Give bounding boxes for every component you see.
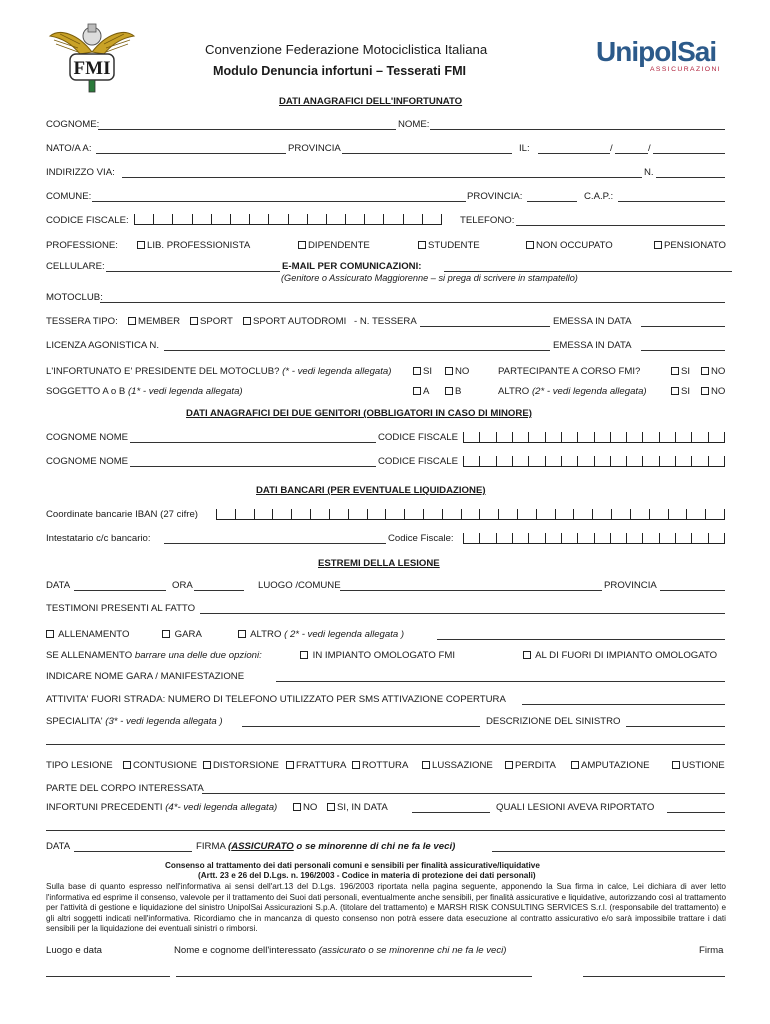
prof-option-pensionato[interactable]: PENSIONATO <box>654 240 726 251</box>
cell-divider <box>463 533 464 544</box>
intestatario-label: Intestatario c/c bancario: <box>46 533 151 544</box>
cell-divider <box>192 214 193 225</box>
genitore1-cognome-label: COGNOME NOME <box>46 432 129 443</box>
luogo-label: LUOGO /COMUNE <box>258 580 341 591</box>
lesione-lussazione[interactable]: LUSSAZIONE <box>422 760 493 771</box>
indirizzo-field[interactable] <box>122 177 642 178</box>
cell-divider <box>463 456 464 467</box>
cap-field[interactable] <box>618 201 725 202</box>
cell-divider <box>686 509 687 520</box>
email-label: E-MAIL PER COMUNICAZIONI: <box>282 261 422 272</box>
specialita-label: SPECIALITA' (3* - vedi legenda allegata ) <box>46 716 223 727</box>
cell-divider <box>691 456 692 467</box>
tipo-lesione-label: TIPO LESIONE <box>46 760 113 771</box>
firma-field[interactable] <box>492 851 725 852</box>
cell-divider <box>659 533 660 544</box>
cell-divider <box>404 509 405 520</box>
cell-divider <box>642 432 643 443</box>
checkbox[interactable] <box>162 630 170 638</box>
cell-divider <box>528 432 529 443</box>
cell-divider <box>348 509 349 520</box>
altro-specifica-field[interactable] <box>437 639 725 640</box>
cell-divider <box>528 456 529 467</box>
form-subtitle: Modulo Denuncia infortuni – Tesserati FMI <box>213 64 467 78</box>
tessera-tipo-label: TESSERA TIPO: <box>46 316 118 327</box>
cell-divider <box>461 509 462 520</box>
tessera-option-sport[interactable]: SPORT <box>190 316 233 327</box>
testimoni-label: TESTIMONI PRESENTI AL FATTO <box>46 603 196 614</box>
cell-divider <box>383 214 384 225</box>
telefono-label: TELEFONO: <box>460 215 515 226</box>
cell-divider <box>659 456 660 467</box>
precedenti-no[interactable]: NO <box>293 802 317 813</box>
nome-interessato-label: Nome e cognome dell'interessato (assicurato o se minorenne chi ne fa le veci) <box>174 945 507 956</box>
checkbox[interactable] <box>445 367 453 375</box>
prof-option-dipendente[interactable]: DIPENDENTE <box>298 240 370 251</box>
lesione-rottura[interactable]: ROTTURA <box>352 760 408 771</box>
checkbox[interactable] <box>672 761 680 769</box>
genitore1-cf-cells[interactable] <box>463 432 725 443</box>
firma-consent-label: Firma <box>699 945 724 956</box>
cell-divider <box>724 432 725 443</box>
lesione-perdita[interactable]: PERDITA <box>505 760 556 771</box>
cell-divider <box>610 456 611 467</box>
tessera-option-member[interactable]: MEMBER <box>128 316 180 327</box>
cell-divider <box>708 456 709 467</box>
altro-label: ALTRO (2* - vedi legenda allegata) <box>498 386 647 397</box>
quali-lesioni-field-1[interactable] <box>667 812 725 813</box>
tessera-emessa-label: EMESSA IN DATA <box>553 316 632 327</box>
cell-divider <box>216 509 217 520</box>
nascita-mese-field[interactable] <box>615 153 648 154</box>
genitore2-cf-cells[interactable] <box>463 456 725 467</box>
cell-divider <box>153 214 154 225</box>
iban-cells[interactable] <box>216 509 725 520</box>
cell-divider <box>479 456 480 467</box>
opt-allenamento[interactable]: ALLENAMENTO <box>46 629 129 640</box>
cellulare-label: CELLULARE: <box>46 261 105 272</box>
genitore2-cognome-field[interactable] <box>130 466 376 467</box>
cell-divider <box>268 214 269 225</box>
cell-divider <box>592 509 593 520</box>
cell-divider <box>496 432 497 443</box>
prof-option-lib[interactable]: LIB. PROFESSIONISTA <box>137 240 250 251</box>
quali-lesioni-label: QUALI LESIONI AVEVA RIPORTATO <box>496 802 655 813</box>
cell-divider <box>708 533 709 544</box>
descrizione-label: DESCRIZIONE DEL SINISTRO <box>486 716 621 727</box>
parte-corpo-label: PARTE DEL CORPO INTERESSATA <box>46 783 204 794</box>
specialita-field[interactable] <box>242 726 480 727</box>
licenza-field[interactable] <box>164 350 550 351</box>
cell-divider <box>594 533 595 544</box>
provincia-lesione-field[interactable] <box>660 590 725 591</box>
cell-divider <box>691 533 692 544</box>
civico-label: N. <box>644 167 654 178</box>
cell-divider <box>496 456 497 467</box>
cell-divider <box>310 509 311 520</box>
section-heading-genitori: DATI ANAGRAFICI DEI DUE GENITORI (OBBLIGATORI IN CASO DI MINORE) <box>186 408 532 419</box>
lesione-distorsione[interactable]: DISTORSIONE <box>203 760 279 771</box>
cell-divider <box>630 509 631 520</box>
lesione-frattura[interactable]: FRATTURA <box>286 760 346 771</box>
n-tessera-label: - N. TESSERA <box>354 316 417 327</box>
civico-field[interactable] <box>656 177 725 178</box>
nascita-giorno-field[interactable] <box>538 153 610 154</box>
descrizione-field-2[interactable] <box>46 744 725 745</box>
data-firma-label: DATA <box>46 841 71 852</box>
intestatario-cf-cells[interactable] <box>463 533 725 544</box>
cell-divider <box>442 509 443 520</box>
precedenti-label: INFORTUNI PRECEDENTI (4*- vedi legenda allegata) <box>46 802 278 813</box>
attivita-field[interactable] <box>522 704 725 705</box>
genitore1-cognome-field[interactable] <box>130 442 376 443</box>
cell-divider <box>479 432 480 443</box>
cell-divider <box>545 456 546 467</box>
altro-si[interactable]: SI <box>671 386 690 397</box>
tessera-option-autodromi[interactable]: SPORT AUTODROMI <box>243 316 346 327</box>
form-title: Convenzione Federazione Motociclistica Italiana <box>205 42 488 57</box>
cell-divider <box>724 509 725 520</box>
cell-divider <box>254 509 255 520</box>
cell-divider <box>545 432 546 443</box>
precedenti-data-field[interactable] <box>412 812 490 813</box>
cell-divider <box>345 214 346 225</box>
motoclub-field[interactable] <box>100 302 725 303</box>
descrizione-field-1[interactable] <box>626 726 725 727</box>
checkbox[interactable] <box>701 367 709 375</box>
checkbox[interactable] <box>46 630 54 638</box>
cell-divider <box>134 214 135 225</box>
nome-interessato-field[interactable] <box>176 976 532 977</box>
corso-si[interactable]: SI <box>671 366 690 377</box>
cell-divider <box>512 456 513 467</box>
comune-label: COMUNE: <box>46 191 92 202</box>
consent-body: Sulla base di quanto espresso nell'informativa ai sensi dell'art.13 del D.Lgs. 196/2003 riportata nella pagina seguente, apponendo la Sua firma in calce, Lei dichiara di aver letto l'informativa ed esprime il consenso, valevole per il trattamento dei Suoi dati personali, eventualmente anche sensibili, per finalità assicurative e liquidative, autorizzando così al trattamento per l'attività di gestione e liquidazione del sinistro UnipolSai Assicurazioni S.p.A. (titolare del trattamento) e MARSH RISK CONSULTING SERVICES S.r.l. (responsabile del trattamento) e gli altri soggetti indicati nell'informativa. Ricordiamo che in mancanza di questo consenso non potrà essere data esecuzione al contratto assicurativo e/o sarà impossibile trattare i dati sensibili per la liquidazione dei eventuali sinistri o rimborsi. <box>46 882 726 934</box>
cell-divider <box>705 509 706 520</box>
opt-fuori-impianto[interactable]: AL DI FUORI DI IMPIANTO OMOLOGATO <box>523 650 717 661</box>
cell-divider <box>479 533 480 544</box>
checkbox[interactable] <box>523 651 531 659</box>
cell-divider <box>642 456 643 467</box>
data-lesione-label: DATA <box>46 580 71 591</box>
cell-divider <box>724 456 725 467</box>
cell-divider <box>479 509 480 520</box>
cell-divider <box>626 432 627 443</box>
cell-divider <box>517 509 518 520</box>
cell-divider <box>512 432 513 443</box>
prof-option-studente[interactable]: STUDENTE <box>418 240 480 251</box>
cell-divider <box>626 456 627 467</box>
lesione-contusione[interactable]: CONTUSIONE <box>123 760 197 771</box>
checkbox[interactable] <box>571 761 579 769</box>
nome-label: NOME: <box>398 119 430 130</box>
checkbox[interactable] <box>526 241 534 249</box>
fmi-logo <box>48 14 136 94</box>
indicare-gara-field[interactable] <box>276 681 725 682</box>
cell-divider <box>573 509 574 520</box>
ora-label: ORA <box>172 580 193 591</box>
provincia2-field[interactable] <box>527 201 577 202</box>
checkbox[interactable] <box>422 761 430 769</box>
testimoni-field[interactable] <box>200 613 725 614</box>
nato-field[interactable] <box>96 153 286 154</box>
cell-divider <box>291 509 292 520</box>
codice-fiscale-label: CODICE FISCALE: <box>46 215 129 226</box>
checkbox[interactable] <box>293 803 301 811</box>
luogo-data-label: Luogo e data <box>46 945 103 956</box>
lesione-amputazione[interactable]: AMPUTAZIONE <box>571 760 650 771</box>
lesione-ustione[interactable]: USTIONE <box>672 760 725 771</box>
nome-field[interactable] <box>430 129 725 130</box>
telefono-field[interactable] <box>516 225 725 226</box>
licenza-emessa-label: EMESSA IN DATA <box>553 340 632 351</box>
checkbox[interactable] <box>327 803 335 811</box>
quali-lesioni-field-2[interactable] <box>46 830 725 831</box>
opt-gara[interactable]: GARA <box>162 629 202 640</box>
cell-divider <box>172 214 173 225</box>
nascita-il-label: IL: <box>519 143 530 154</box>
cell-divider <box>675 533 676 544</box>
cell-divider <box>610 432 611 443</box>
cell-divider <box>235 509 236 520</box>
cell-divider <box>211 214 212 225</box>
checkbox[interactable] <box>445 387 453 395</box>
checkbox[interactable] <box>413 367 421 375</box>
cell-divider <box>668 509 669 520</box>
iban-label: Coordinate bancarie IBAN (27 cifre) <box>46 509 198 520</box>
opt-altro[interactable]: ALTRO ( 2* - vedi legenda allegata ) <box>238 629 404 640</box>
nascita-anno-field[interactable] <box>653 153 725 154</box>
cell-divider <box>364 214 365 225</box>
cell-divider <box>561 432 562 443</box>
cell-divider <box>496 533 497 544</box>
attivita-label: ATTIVITA' FUORI STRADA: NUMERO DI TELEFONO UTILIZZATO PER SMS ATTIVAZIONE COPERTURA <box>46 694 506 705</box>
provincia-label: PROVINCIA <box>288 143 341 154</box>
cell-divider <box>675 432 676 443</box>
checkbox[interactable] <box>418 241 426 249</box>
cell-divider <box>498 509 499 520</box>
checkbox[interactable] <box>298 241 306 249</box>
svg-text:FMI: FMI <box>73 58 111 79</box>
cell-divider <box>422 214 423 225</box>
email-note: (Genitore o Assicurato Maggiorenne – si prega di scrivere in stampatello) <box>281 273 578 283</box>
cell-divider <box>594 456 595 467</box>
genitore2-cf-label: CODICE FISCALE <box>378 456 458 467</box>
unipolsai-logo: UnipolSai ASSICURAZIONI <box>596 36 722 73</box>
altro-no[interactable]: NO <box>701 386 725 397</box>
section-heading-lesione: ESTREMI DELLA LESIONE <box>318 558 440 569</box>
comune-field[interactable] <box>92 201 466 202</box>
cell-divider <box>536 509 537 520</box>
firma-label: FIRMA (ASSICURATO o se minorenne di chi ne fa le veci) <box>196 841 456 852</box>
luogo-field[interactable] <box>340 590 602 591</box>
cell-divider <box>512 533 513 544</box>
motoclub-label: MOTOCLUB: <box>46 292 103 303</box>
checkbox[interactable] <box>243 317 251 325</box>
cell-divider <box>610 533 611 544</box>
consent-subtitle: (Artt. 23 e 26 del D.Lgs. n. 196/2003 - Codice in materia di protezione dei dati personali) <box>198 871 536 880</box>
provincia-field[interactable] <box>342 153 512 154</box>
checkbox[interactable] <box>123 761 131 769</box>
cell-divider <box>649 509 650 520</box>
provincia-lesione-label: PROVINCIA <box>604 580 657 591</box>
cell-divider <box>561 456 562 467</box>
cell-divider <box>577 432 578 443</box>
cell-divider <box>272 509 273 520</box>
checkbox[interactable] <box>671 367 679 375</box>
checkbox[interactable] <box>190 317 198 325</box>
cell-divider <box>403 214 404 225</box>
se-allenamento-label: SE ALLENAMENTO barrare una delle due opzioni: <box>46 650 262 661</box>
cell-divider <box>555 509 556 520</box>
indirizzo-label: INDIRIZZO VIA: <box>46 167 115 178</box>
intestatario-cf-label: Codice Fiscale: <box>388 533 454 544</box>
checkbox[interactable] <box>238 630 246 638</box>
cell-divider <box>594 432 595 443</box>
firma-consent-field[interactable] <box>583 976 725 977</box>
codice-fiscale-cells[interactable] <box>134 214 442 225</box>
professione-label: PROFESSIONE: <box>46 240 118 251</box>
section-heading-bancari: DATI BANCARI (PER EVENTUALE LIQUIDAZIONE) <box>256 485 486 496</box>
data-lesione-field[interactable] <box>74 590 166 591</box>
checkbox[interactable] <box>413 387 421 395</box>
n-tessera-field[interactable] <box>420 326 550 327</box>
cell-divider <box>249 214 250 225</box>
corso-label: PARTECIPANTE A CORSO FMI? <box>498 366 641 377</box>
indicare-gara-label: INDICARE NOME GARA / MANIFESTAZIONE <box>46 671 245 682</box>
cell-divider <box>326 214 327 225</box>
cell-divider <box>441 214 442 225</box>
cell-divider <box>307 214 308 225</box>
cell-divider <box>659 432 660 443</box>
cell-divider <box>626 533 627 544</box>
cell-divider <box>675 456 676 467</box>
data-firma-field[interactable] <box>74 851 192 852</box>
cell-divider <box>545 533 546 544</box>
checkbox[interactable] <box>300 651 308 659</box>
checkbox[interactable] <box>352 761 360 769</box>
section-heading-infortunato: DATI ANAGRAFICI DELL'INFORTUNATO <box>279 96 463 107</box>
presidente-no[interactable]: NO <box>445 366 469 377</box>
licenza-emessa-field[interactable] <box>641 350 725 351</box>
corso-no[interactable]: NO <box>701 366 725 377</box>
cell-divider <box>561 533 562 544</box>
cell-divider <box>385 509 386 520</box>
checkbox[interactable] <box>671 387 679 395</box>
checkbox[interactable] <box>128 317 136 325</box>
cell-divider <box>528 533 529 544</box>
cell-divider <box>708 432 709 443</box>
cell-divider <box>577 533 578 544</box>
cell-divider <box>463 432 464 443</box>
checkbox[interactable] <box>701 387 709 395</box>
consent-title: Consenso al trattamento dei dati personali comuni e sensibili per finalità assicurative/liquidative <box>165 861 540 870</box>
cap-label: C.A.P.: <box>584 191 614 202</box>
checkbox[interactable] <box>654 241 662 249</box>
intestatario-field[interactable] <box>164 543 386 544</box>
soggetto-a[interactable]: A <box>413 386 429 397</box>
parte-corpo-field[interactable] <box>202 793 725 794</box>
checkbox[interactable] <box>203 761 211 769</box>
opt-in-impianto[interactable]: IN IMPIANTO OMOLOGATO FMI <box>300 650 455 661</box>
presidente-label: L'INFORTUNATO E' PRESIDENTE DEL MOTOCLUB? (* - vedi legenda allegata) <box>46 366 392 377</box>
cognome-label: COGNOME: <box>46 119 100 130</box>
cell-divider <box>230 214 231 225</box>
prof-option-non-occupato[interactable]: NON OCCUPATO <box>526 240 613 251</box>
cell-divider <box>691 432 692 443</box>
cell-divider <box>724 533 725 544</box>
cell-divider <box>288 214 289 225</box>
luogo-data-field[interactable] <box>46 976 170 977</box>
genitore1-cf-label: CODICE FISCALE <box>378 432 458 443</box>
email-field[interactable] <box>444 271 732 272</box>
cell-divider <box>423 509 424 520</box>
soggetto-label: SOGGETTO A o B (1* - vedi legenda allegata) <box>46 386 243 397</box>
cell-divider <box>367 509 368 520</box>
cell-divider <box>577 456 578 467</box>
licenza-label: LICENZA AGONISTICA N. <box>46 340 160 351</box>
checkbox[interactable] <box>137 241 145 249</box>
tessera-emessa-field[interactable] <box>641 326 725 327</box>
provincia2-label: PROVINCIA: <box>467 191 523 202</box>
nato-label: NATO/A A: <box>46 143 92 154</box>
cognome-field[interactable] <box>98 129 396 130</box>
precedenti-si[interactable]: SI, IN DATA <box>327 802 388 813</box>
soggetto-b[interactable]: B <box>445 386 461 397</box>
checkbox[interactable] <box>505 761 513 769</box>
genitore2-cognome-label: COGNOME NOME <box>46 456 129 467</box>
ora-field[interactable] <box>194 590 244 591</box>
presidente-si[interactable]: SI <box>413 366 432 377</box>
cellulare-field[interactable] <box>106 271 280 272</box>
cell-divider <box>642 533 643 544</box>
checkbox[interactable] <box>286 761 294 769</box>
cell-divider <box>329 509 330 520</box>
cell-divider <box>611 509 612 520</box>
